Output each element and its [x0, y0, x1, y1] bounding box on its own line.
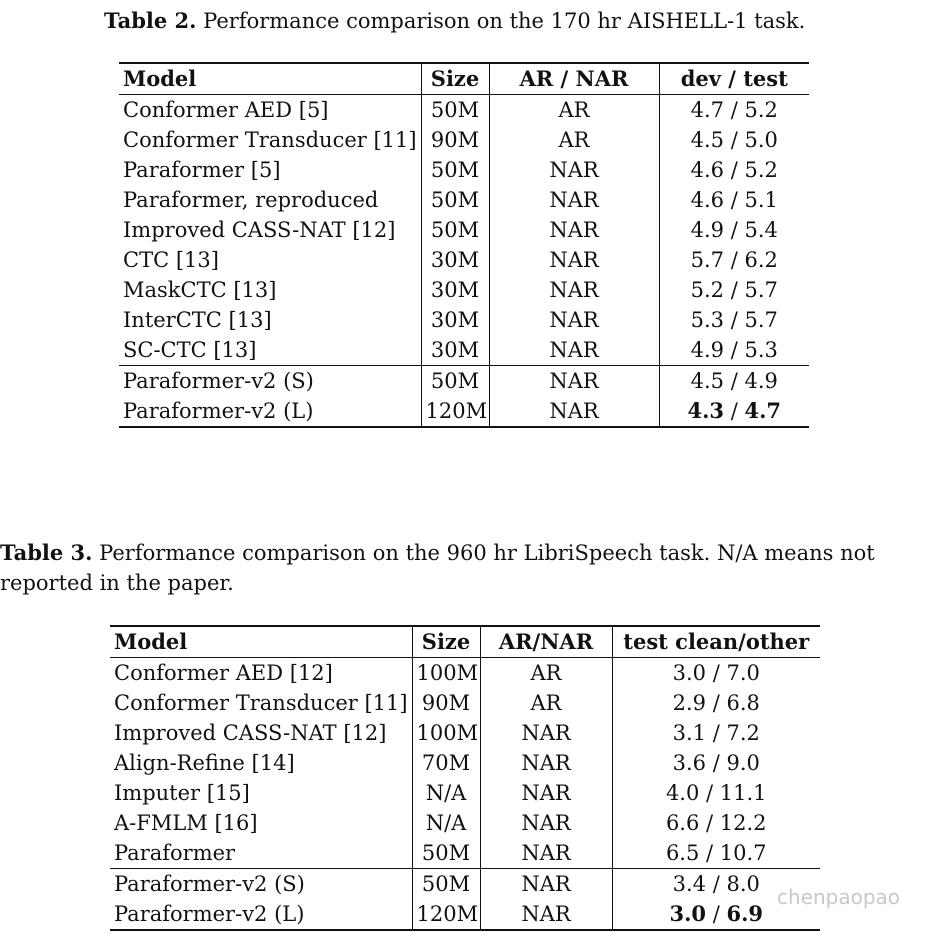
- other-value: 6.9: [726, 901, 764, 926]
- model-cell: MaskCTC [13]: [119, 275, 421, 305]
- dev-value: 4.5: [690, 369, 725, 393]
- size-cell: 50M: [421, 185, 489, 215]
- table3-caption-label: Table 3.: [0, 540, 93, 565]
- type-cell: NAR: [480, 899, 612, 930]
- table-row: [119, 215, 809, 245]
- model-cell: CTC [13]: [119, 245, 421, 275]
- score-cell: 4.6 / 5.1: [690, 188, 778, 212]
- type-cell: NAR: [489, 366, 659, 397]
- type-cell: NAR: [480, 808, 612, 838]
- table-row: [119, 275, 809, 305]
- score-cell: 4.6 / 5.2: [690, 158, 778, 182]
- type-cell: NAR: [480, 748, 612, 778]
- clean-value: 3.4: [672, 872, 707, 896]
- table2-header-size: Size: [421, 63, 489, 95]
- clean-value: 3.0: [672, 661, 707, 685]
- size-cell: 50M: [412, 838, 480, 869]
- table2-header-devtest: dev / test: [659, 63, 809, 95]
- type-cell: NAR: [480, 778, 612, 808]
- size-cell: 30M: [421, 245, 489, 275]
- score-cell: 3.6 / 9.0: [672, 751, 760, 775]
- type-cell: NAR: [480, 718, 612, 748]
- table2-header-type: AR / NAR: [489, 63, 659, 95]
- clean-value: 6.5: [665, 841, 700, 865]
- score-cell: 4.5 / 4.9: [659, 366, 809, 397]
- clean-value: 3.0: [669, 901, 707, 926]
- table-row: [110, 748, 820, 778]
- table2-caption-label: Table 2.: [104, 8, 197, 33]
- model-cell: Paraformer: [110, 838, 412, 869]
- other-value: 10.7: [719, 841, 767, 865]
- model-cell: Align-Refine [14]: [110, 748, 412, 778]
- clean-value: 3.1: [672, 721, 707, 745]
- score-cell: 4.9 / 5.3: [690, 338, 778, 362]
- test-value: 5.3: [744, 338, 778, 362]
- table-row: [110, 718, 820, 748]
- score-cell: 5.3 / 5.7: [690, 308, 778, 332]
- table-row: [119, 155, 809, 185]
- clean-value: 6.6: [665, 811, 700, 835]
- table-row: [119, 335, 809, 366]
- type-cell: NAR: [489, 215, 659, 245]
- table-row: [110, 869, 820, 900]
- size-cell: 50M: [421, 95, 489, 126]
- model-cell: A-FMLM [16]: [110, 808, 412, 838]
- model-cell: Conformer AED [5]: [119, 95, 421, 126]
- type-cell: NAR: [480, 869, 612, 900]
- other-value: 8.0: [726, 872, 760, 896]
- clean-value: 4.0: [665, 781, 700, 805]
- model-cell: InterCTC [13]: [119, 305, 421, 335]
- test-value: 4.7: [744, 398, 782, 423]
- model-cell: Paraformer-v2 (S): [110, 869, 412, 900]
- score-cell: 6.5 / 10.7: [665, 841, 767, 865]
- table-row: [110, 778, 820, 808]
- model-cell: Improved CASS-NAT [12]: [110, 718, 412, 748]
- table3-caption: [0, 538, 875, 598]
- model-cell: Paraformer [5]: [119, 155, 421, 185]
- other-value: 7.0: [726, 661, 760, 685]
- score-cell: 3.1 / 7.2: [672, 721, 760, 745]
- dev-value: 5.3: [690, 308, 725, 332]
- score-cell: 2.9 / 6.8: [672, 691, 760, 715]
- table3-header-model: Model: [110, 626, 412, 658]
- score-cell: 4.9 / 5.4: [690, 218, 778, 242]
- table-row: [110, 658, 820, 689]
- table2-header-row: [119, 63, 809, 95]
- type-cell: NAR: [489, 335, 659, 366]
- size-cell: 50M: [412, 869, 480, 900]
- table-row: [119, 366, 809, 397]
- score-cell: 5.2 / 5.7: [690, 278, 778, 302]
- table-row: [119, 305, 809, 335]
- type-cell: AR: [480, 658, 612, 689]
- model-cell: Conformer Transducer [11]: [110, 688, 412, 718]
- other-value: 6.8: [726, 691, 760, 715]
- table-row: [119, 125, 809, 155]
- type-cell: AR: [489, 125, 659, 155]
- type-cell: NAR: [480, 838, 612, 869]
- model-cell: Improved CASS-NAT [12]: [119, 215, 421, 245]
- model-cell: SC-CTC [13]: [119, 335, 421, 366]
- table-row: [119, 396, 809, 427]
- model-cell: Conformer Transducer [11]: [119, 125, 421, 155]
- type-cell: NAR: [489, 396, 659, 427]
- size-cell: 50M: [421, 215, 489, 245]
- dev-value: 4.7: [690, 98, 725, 122]
- table3-header-test: test clean/other: [612, 626, 820, 658]
- size-cell: 120M: [421, 396, 489, 427]
- dev-value: 4.6: [690, 188, 725, 212]
- score-cell: 6.6 / 12.2: [665, 811, 767, 835]
- table3-header-type: AR/NAR: [480, 626, 612, 658]
- score-cell: 4.7 / 5.2: [690, 98, 778, 122]
- size-cell: N/A: [412, 778, 480, 808]
- test-value: 6.2: [744, 248, 778, 272]
- dev-value: 5.2: [690, 278, 725, 302]
- table3-header-size: Size: [412, 626, 480, 658]
- table3-header-row: [110, 626, 820, 658]
- test-value: 5.7: [744, 278, 778, 302]
- type-cell: NAR: [489, 305, 659, 335]
- test-value: 5.2: [744, 98, 778, 122]
- model-cell: Imputer [15]: [110, 778, 412, 808]
- other-value: 9.0: [726, 751, 760, 775]
- type-cell: NAR: [489, 185, 659, 215]
- table3-caption-line1: Performance comparison on the 960 hr LibriSpeech task. N/A means not: [92, 541, 875, 565]
- model-cell: Paraformer-v2 (L): [110, 899, 412, 930]
- score-cell: 3.0 / 6.9: [612, 899, 820, 930]
- size-cell: 100M: [412, 658, 480, 689]
- size-cell: 70M: [412, 748, 480, 778]
- size-cell: 30M: [421, 335, 489, 366]
- table-row: [110, 899, 820, 930]
- model-cell: Paraformer-v2 (S): [119, 366, 421, 397]
- dev-value: 4.6: [690, 158, 725, 182]
- score-cell: 4.5 / 5.0: [690, 128, 778, 152]
- test-value: 5.2: [744, 158, 778, 182]
- table3: [110, 625, 820, 931]
- other-value: 11.1: [719, 781, 767, 805]
- test-value: 5.7: [744, 308, 778, 332]
- model-cell: Conformer AED [12]: [110, 658, 412, 689]
- watermark: chenpaopao: [777, 885, 901, 909]
- other-value: 7.2: [726, 721, 760, 745]
- clean-value: 2.9: [672, 691, 707, 715]
- table-row: [119, 185, 809, 215]
- score-cell: 4.3 / 4.7: [659, 396, 809, 427]
- type-cell: NAR: [489, 275, 659, 305]
- type-cell: NAR: [489, 155, 659, 185]
- size-cell: 50M: [421, 155, 489, 185]
- score-cell: 5.7 / 6.2: [690, 248, 778, 272]
- dev-value: 5.7: [690, 248, 725, 272]
- test-value: 4.9: [744, 369, 778, 393]
- table-row: [110, 838, 820, 869]
- size-cell: 90M: [421, 125, 489, 155]
- type-cell: AR: [489, 95, 659, 126]
- dev-value: 4.3: [687, 398, 725, 423]
- dev-value: 4.9: [690, 218, 725, 242]
- size-cell: 30M: [421, 275, 489, 305]
- table-row: [110, 688, 820, 718]
- score-cell: 3.0 / 7.0: [672, 661, 760, 685]
- model-cell: Paraformer-v2 (L): [119, 396, 421, 427]
- model-cell: Paraformer, reproduced: [119, 185, 421, 215]
- test-value: 5.1: [744, 188, 778, 212]
- table-row: [110, 808, 820, 838]
- type-cell: AR: [480, 688, 612, 718]
- dev-value: 4.9: [690, 338, 725, 362]
- other-value: 12.2: [719, 811, 767, 835]
- table2-caption-text: Performance comparison on the 170 hr AISHELL-1 task.: [196, 9, 806, 33]
- size-cell: 100M: [412, 718, 480, 748]
- score-cell: 4.0 / 11.1: [665, 781, 767, 805]
- table3-caption-line2: reported in the paper.: [0, 571, 234, 595]
- dev-value: 4.5: [690, 128, 725, 152]
- test-value: 5.0: [744, 128, 778, 152]
- test-value: 5.4: [744, 218, 778, 242]
- table2-header-model: Model: [119, 63, 421, 95]
- clean-value: 3.6: [672, 751, 707, 775]
- table-row: [119, 95, 809, 126]
- size-cell: 120M: [412, 899, 480, 930]
- size-cell: 30M: [421, 305, 489, 335]
- size-cell: 50M: [421, 366, 489, 397]
- table2: [119, 62, 809, 428]
- table2-caption: [104, 6, 805, 36]
- table-row: [119, 245, 809, 275]
- score-cell: 3.4 / 8.0: [612, 869, 820, 900]
- size-cell: 90M: [412, 688, 480, 718]
- type-cell: NAR: [489, 245, 659, 275]
- size-cell: N/A: [412, 808, 480, 838]
